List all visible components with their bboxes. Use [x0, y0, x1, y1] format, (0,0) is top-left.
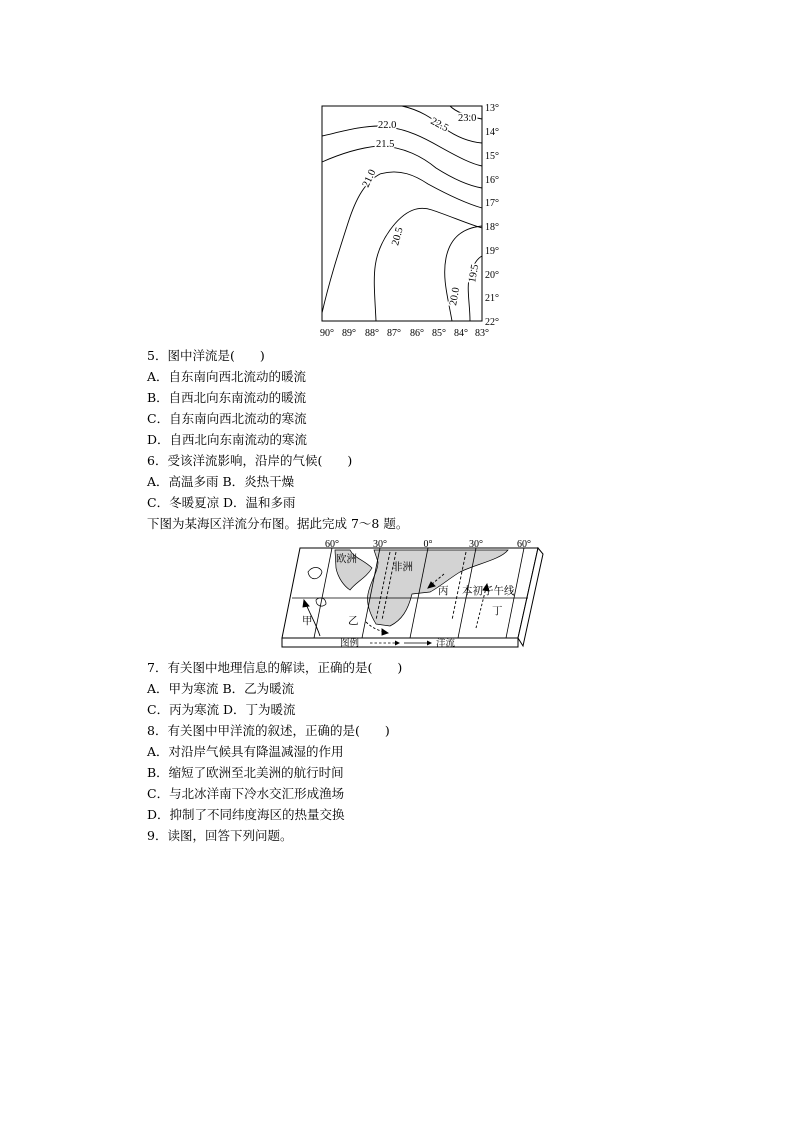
ocean-current-map [280, 538, 545, 653]
longitude-label: 89° [342, 328, 356, 339]
question-8-option-b: B．缩短了欧洲至北美洲的航行时间 [147, 765, 344, 780]
current-jia-label: 甲 [302, 616, 313, 627]
longitude-label: 84° [454, 328, 468, 339]
question-6-stem: 6．受该洋流影响，沿岸的气候( ) [147, 453, 353, 468]
question-5-option-c: C．自东南向西北流动的寒流 [147, 411, 307, 426]
legend-current-label: 洋流 [436, 639, 456, 649]
isoline-label: 21.0 [360, 167, 379, 190]
question-8-option-c: C．与北冰洋南下冷水交汇形成渔场 [147, 786, 345, 801]
longitude-label: 87° [387, 328, 401, 339]
isoline-label: 21.5 [376, 139, 395, 150]
isoline-label: 20.5 [390, 226, 406, 247]
question-7-stem: 7．有关图中地理信息的解读，正确的是( ) [147, 660, 403, 675]
latitude-label: 22° [485, 317, 499, 328]
isoline-label: 19.5 [467, 263, 482, 284]
question-6-options-ab: A．高温多雨 B．炎热干燥 [147, 474, 295, 489]
question-5-option-d: D．自西北向东南流动的寒流 [147, 432, 308, 447]
latitude-label: 17° [485, 198, 499, 209]
longitude-label: 83° [475, 328, 489, 339]
isotherm-map [310, 98, 510, 344]
legend-label: 图例 [340, 639, 360, 649]
isoline-label: 23.0 [458, 113, 477, 124]
isoline-label: 20.0 [448, 286, 463, 307]
question-7-options-ab: A．甲为寒流 B．乙为暖流 [147, 681, 295, 696]
europe-label: 欧洲 [336, 554, 357, 565]
longitude-label: 0° [423, 539, 433, 550]
latitude-label: 19° [485, 246, 499, 257]
longitude-label: 85° [432, 328, 446, 339]
longitude-label: 30° [469, 539, 483, 550]
isoline-label: 22.5 [428, 115, 450, 135]
question-6-options-cd: C．冬暖夏凉 D．温和多雨 [147, 495, 296, 510]
legend-bar [282, 638, 518, 647]
question-8-option-d: D．抑制了不同纬度海区的热量交换 [147, 807, 345, 822]
question-8-stem: 8．有关图中甲洋流的叙述，正确的是( ) [147, 723, 390, 738]
latitude-label: 21° [485, 293, 499, 304]
latitude-label: 13° [485, 103, 499, 114]
intro-7-8: 下图为某海区洋流分布图。据此完成 7～8 题。 [147, 516, 409, 531]
latitude-label: 20° [485, 270, 499, 281]
prime-meridian-label: 本初子午线 [462, 586, 515, 597]
longitude-label: 60° [517, 539, 531, 550]
question-5-stem: 5．图中洋流是( ) [147, 348, 265, 363]
africa-label: 非洲 [392, 562, 413, 573]
question-9-stem: 9．读图，回答下列问题。 [147, 828, 293, 843]
isoline-21-5 [322, 146, 482, 188]
longitude-label: 88° [365, 328, 379, 339]
question-7-options-cd: C．丙为寒流 D．丁为暖流 [147, 702, 296, 717]
longitude-label: 30° [373, 539, 387, 550]
question-5-option-a: A．自东南向西北流动的暖流 [147, 369, 307, 384]
longitude-label: 86° [410, 328, 424, 339]
question-5-option-b: B．自西北向东南流动的暖流 [147, 390, 307, 405]
isoline-20-5 [374, 208, 482, 321]
longitude-label: 90° [320, 328, 334, 339]
longitude-label: 60° [325, 539, 339, 550]
isoline-22-0 [322, 126, 482, 166]
isoline-label: 22.0 [378, 120, 397, 131]
latitude-label: 18° [485, 222, 499, 233]
question-8-option-a: A．对沿岸气候具有降温减湿的作用 [147, 744, 344, 759]
latitude-label: 16° [485, 175, 499, 186]
current-ding-label: 丁 [492, 606, 503, 617]
latitude-label: 14° [485, 127, 499, 138]
current-yi-label: 乙 [348, 616, 359, 627]
current-bing-label: 丙 [438, 586, 449, 597]
latitude-label: 15° [485, 151, 499, 162]
